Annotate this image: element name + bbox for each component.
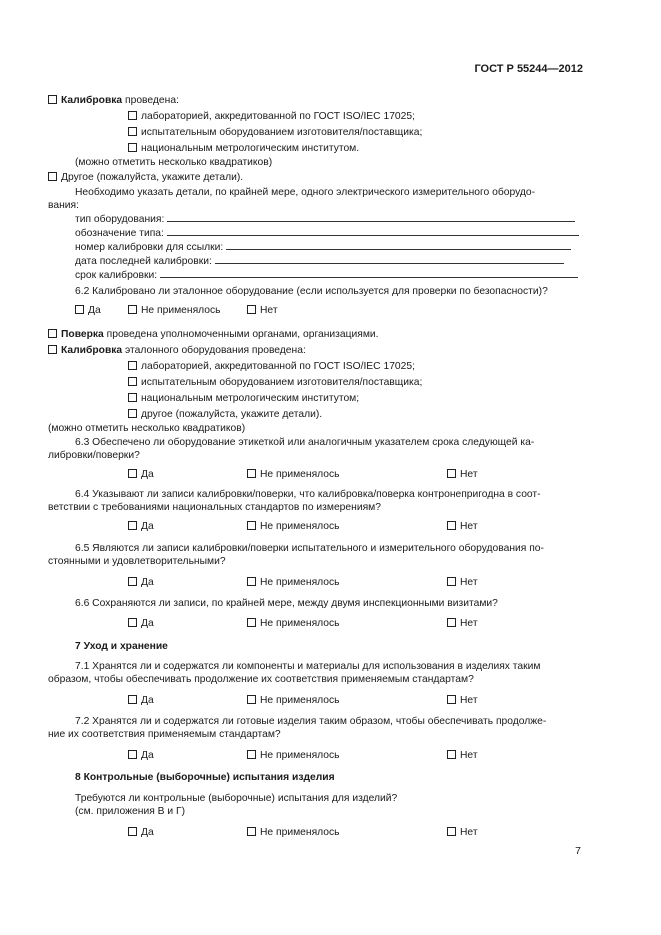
na-checkbox[interactable]: [247, 469, 256, 478]
field-type-designation: обозначение типа:: [75, 227, 579, 240]
answer-yes: Да: [128, 468, 154, 481]
na-checkbox[interactable]: [247, 577, 256, 586]
question-6-5-cont: стоянными и удовлетворительными?: [48, 556, 226, 567]
field-calibration-term: срок калибровки:: [75, 269, 578, 282]
yes-checkbox[interactable]: [128, 521, 137, 530]
option-checkbox[interactable]: [128, 111, 137, 120]
no-checkbox[interactable]: [447, 695, 456, 704]
question-8-cont: (см. приложения В и Г): [75, 806, 186, 817]
option-checkbox[interactable]: [128, 127, 137, 136]
answer-no: Нет: [447, 468, 478, 481]
ref-option-1: лабораторией, аккредитованной по ГОСТ ISO/IEC 17025;: [128, 360, 415, 373]
question-6-6: 6.6 Сохраняются ли записи, по крайней мере, между двумя инспекционными визитами?: [75, 598, 498, 609]
equipment-type-line[interactable]: [167, 213, 575, 222]
question-6-3-cont: либровки/поверки?: [48, 450, 140, 461]
calibration-term-line[interactable]: [160, 269, 578, 278]
page-number: 7: [575, 845, 581, 857]
answer-na: Не применялось: [247, 520, 340, 533]
yes-checkbox[interactable]: [128, 750, 137, 759]
question-7-2-cont: ние их соответствия применяемым стандартам?: [48, 729, 281, 740]
answer-na: Не применялось: [247, 826, 340, 839]
na-checkbox[interactable]: [247, 750, 256, 759]
question-6-3: 6.3 Обеспечено ли оборудование этикеткой или аналогичным указателем срока следующей ка-: [75, 437, 535, 448]
answer-no: Нет: [447, 694, 478, 707]
answer-na: Не применялось: [247, 576, 340, 589]
answer-no: Нет: [447, 749, 478, 762]
question-7-2: 7.2 Хранятся ли и содержатся ли готовые изделия таким образом, чтобы обеспечивать продолже-: [75, 716, 547, 727]
no-checkbox[interactable]: [447, 521, 456, 530]
no-checkbox[interactable]: [247, 305, 256, 314]
other-option: Другое (пожалуйста, укажите детали).: [48, 171, 243, 184]
multi-select-note: (можно отметить несколько квадратиков): [75, 157, 273, 168]
question-7-1: 7.1 Хранятся ли и содержатся ли компоненты и материалы для использования в изделиях таким: [75, 661, 541, 672]
multi-select-note: (можно отметить несколько квадратиков): [48, 423, 246, 434]
answer-yes: Да: [75, 304, 101, 317]
field-equipment-type: тип оборудования:: [75, 213, 575, 226]
na-checkbox[interactable]: [247, 695, 256, 704]
answer-yes: Да: [128, 694, 154, 707]
answer-na: Не применялось: [247, 694, 340, 707]
answer-yes: Да: [128, 617, 154, 630]
option-checkbox[interactable]: [128, 143, 137, 152]
section-7-title: 7 Уход и хранение: [75, 641, 168, 652]
question-6-5: 6.5 Являются ли записи калибровки/поверки испытательного и измерительного оборудования по-: [75, 543, 544, 554]
answer-yes: Да: [128, 826, 154, 839]
verification-line: Поверка проведена уполномоченными органами, организациями.: [48, 328, 379, 341]
answer-no: Нет: [447, 576, 478, 589]
no-checkbox[interactable]: [447, 750, 456, 759]
calibration-option-1: лабораторией, аккредитованной по ГОСТ ISO/IEC 17025;: [128, 110, 415, 123]
na-checkbox[interactable]: [247, 521, 256, 530]
yes-checkbox[interactable]: [75, 305, 84, 314]
answer-yes: Да: [128, 576, 154, 589]
last-calibration-line[interactable]: [215, 255, 564, 264]
type-designation-line[interactable]: [167, 227, 579, 236]
ref-option-3: национальным метрологическим институтом;: [128, 392, 359, 405]
question-7-1-cont: образом, чтобы обеспечивать продолжение их соответствия применяемым стандартам?: [48, 674, 474, 685]
calibration-heading: Калибровка проведена:: [48, 94, 179, 107]
calibration-option-2: испытательным оборудованием изготовителя/поставщика;: [128, 126, 422, 139]
other-checkbox[interactable]: [48, 172, 57, 181]
answer-no: Нет: [447, 617, 478, 630]
question-6-2: 6.2 Калибровано ли эталонное оборудование (если используется для проверки по безопасности)?: [75, 286, 548, 297]
na-checkbox[interactable]: [247, 618, 256, 627]
yes-checkbox[interactable]: [128, 827, 137, 836]
question-8: Требуются ли контрольные (выборочные) испытания для изделий?: [75, 793, 398, 804]
ref-option-4: другое (пожалуйста, укажите детали).: [128, 408, 322, 421]
option-checkbox[interactable]: [128, 377, 137, 386]
field-last-calibration: дата последней калибровки:: [75, 255, 564, 268]
answer-na: Не применялось: [247, 468, 340, 481]
option-checkbox[interactable]: [128, 393, 137, 402]
question-6-4: 6.4 Указывают ли записи калибровки/поверки, что калибровка/поверка контронепригодна в соот-: [75, 489, 541, 500]
yes-checkbox[interactable]: [128, 469, 137, 478]
details-intro-cont: вания:: [48, 200, 79, 211]
calibration-number-line[interactable]: [226, 241, 571, 250]
details-intro: Необходимо указать детали, по крайней мере, одного электрического измерительного оборудо-: [75, 187, 536, 198]
na-checkbox[interactable]: [247, 827, 256, 836]
yes-checkbox[interactable]: [128, 695, 137, 704]
document-id: ГОСТ Р 55244—2012: [474, 63, 583, 75]
answer-yes: Да: [128, 749, 154, 762]
no-checkbox[interactable]: [447, 618, 456, 627]
answer-na: Не применялось: [128, 304, 221, 317]
yes-checkbox[interactable]: [128, 577, 137, 586]
option-checkbox[interactable]: [128, 361, 137, 370]
no-checkbox[interactable]: [447, 469, 456, 478]
verification-checkbox[interactable]: [48, 329, 57, 338]
na-checkbox[interactable]: [128, 305, 137, 314]
answer-no: Нет: [447, 520, 478, 533]
answer-na: Не применялось: [247, 749, 340, 762]
no-checkbox[interactable]: [447, 577, 456, 586]
reference-calibration-checkbox[interactable]: [48, 345, 57, 354]
yes-checkbox[interactable]: [128, 618, 137, 627]
question-6-4-cont: ветствии с требованиями национальных стандартов по измерениям?: [48, 502, 381, 513]
ref-option-2: испытательным оборудованием изготовителя/поставщика;: [128, 376, 422, 389]
answer-no: Нет: [447, 826, 478, 839]
field-calibration-number: номер калибровки для ссылки:: [75, 241, 571, 254]
answer-yes: Да: [128, 520, 154, 533]
no-checkbox[interactable]: [447, 827, 456, 836]
answer-no: Нет: [247, 304, 278, 317]
calibration-checkbox[interactable]: [48, 95, 57, 104]
answer-na: Не применялось: [247, 617, 340, 630]
section-8-title: 8 Контрольные (выборочные) испытания изделия: [75, 772, 335, 783]
option-checkbox[interactable]: [128, 409, 137, 418]
reference-calibration-line: Калибровка эталонного оборудования проведена:: [48, 344, 306, 357]
calibration-option-3: национальным метрологическим институтом.: [128, 142, 359, 155]
